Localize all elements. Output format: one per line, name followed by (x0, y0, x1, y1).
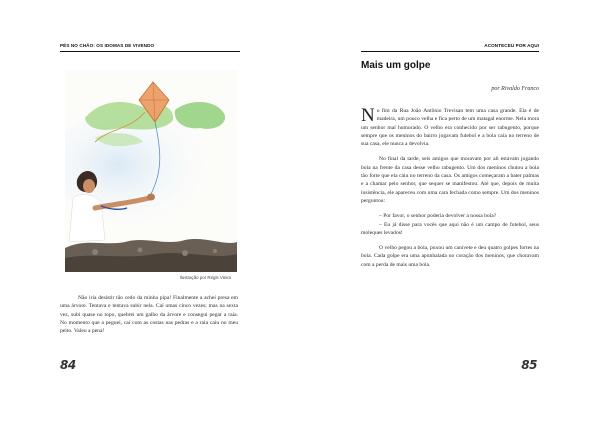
page-number-right: 85 (521, 358, 537, 372)
story-dialogue-2: – Eu já disse para vocês que aqui não é um campo de futebol, seus moleques levados! (361, 221, 539, 236)
story-paragraph-1-text: o fim da Rua João Antônio Trevisan tem uma casa grande. Ela é de madeira, um pouco velha e fica perto de um matagal enorme. Nela mora um senhor mal humorado. O velho era conhecido por ser rabugento, porque sempre que os meninos do bairro jogavam futebol e a bola caía no terreno de sua casa, ele nunca a devolvia. (361, 108, 539, 148)
running-head-left: PÉS NO CHÃO: OS IDOMAS DE VIVENDO (60, 43, 155, 48)
drop-cap: N (361, 105, 375, 126)
illustration-caption: Ilustração por Régis Vieira (179, 275, 231, 280)
story-paragraph-5: O velho pegou a bola, puxou um canivete e deu quatro golpes fortes na bola. Cada golpe era uma apunhalada no coração dos meninos, que choravam com a perda de mais uma bola. (361, 245, 539, 268)
running-head-right: ACONTECEU POR AQUI (484, 43, 539, 48)
page-number-left: 84 (60, 358, 76, 372)
header-rule-right (361, 51, 539, 52)
story-body (361, 107, 539, 276)
child-face (83, 179, 95, 193)
child-hand (147, 194, 155, 201)
left-body-paragraph: Não iria desistir tão cedo da minha pipa! Finalmente a achei presa em uma árvore. Tentava e tentava subir nela. Caí umas cinco vezes; mas na sexta vez, subi quase no topo, quebrei um galho da árvore e consegui pegar a raia. No momento que a peguei, caí com as costas nas pedras e a raia caiu no meu peito. Valeu a pena! (60, 295, 238, 335)
story-dialogue-1: – Por favor, o senhor poderia devolver a nossa bola? (379, 213, 497, 220)
header-rule-left (60, 51, 240, 52)
story-title: Mais um golpe (361, 60, 431, 71)
right-page (300, 0, 600, 423)
story-paragraph-1 (361, 107, 539, 148)
child-shirt (69, 195, 105, 242)
story-author: por Rivaldo Franco (491, 86, 539, 92)
story-paragraph-2: No final da tarde, seis amigos que moravam por ali estavam jogando bola na frente da casa desse velho rabugento. Um dos meninos chutou a bola tão forte que ela caiu no terreno da casa. Os amigos começaram a bater palmas e a chamar pelo senhor, que sequer se manifestou. Até que, depois de muita insistência, ele apareceu com uma cara fechada como sempre. Um dos meninos perguntou: (361, 156, 539, 204)
kite-illustration-svg (65, 70, 237, 272)
kite-illustration (65, 70, 237, 272)
